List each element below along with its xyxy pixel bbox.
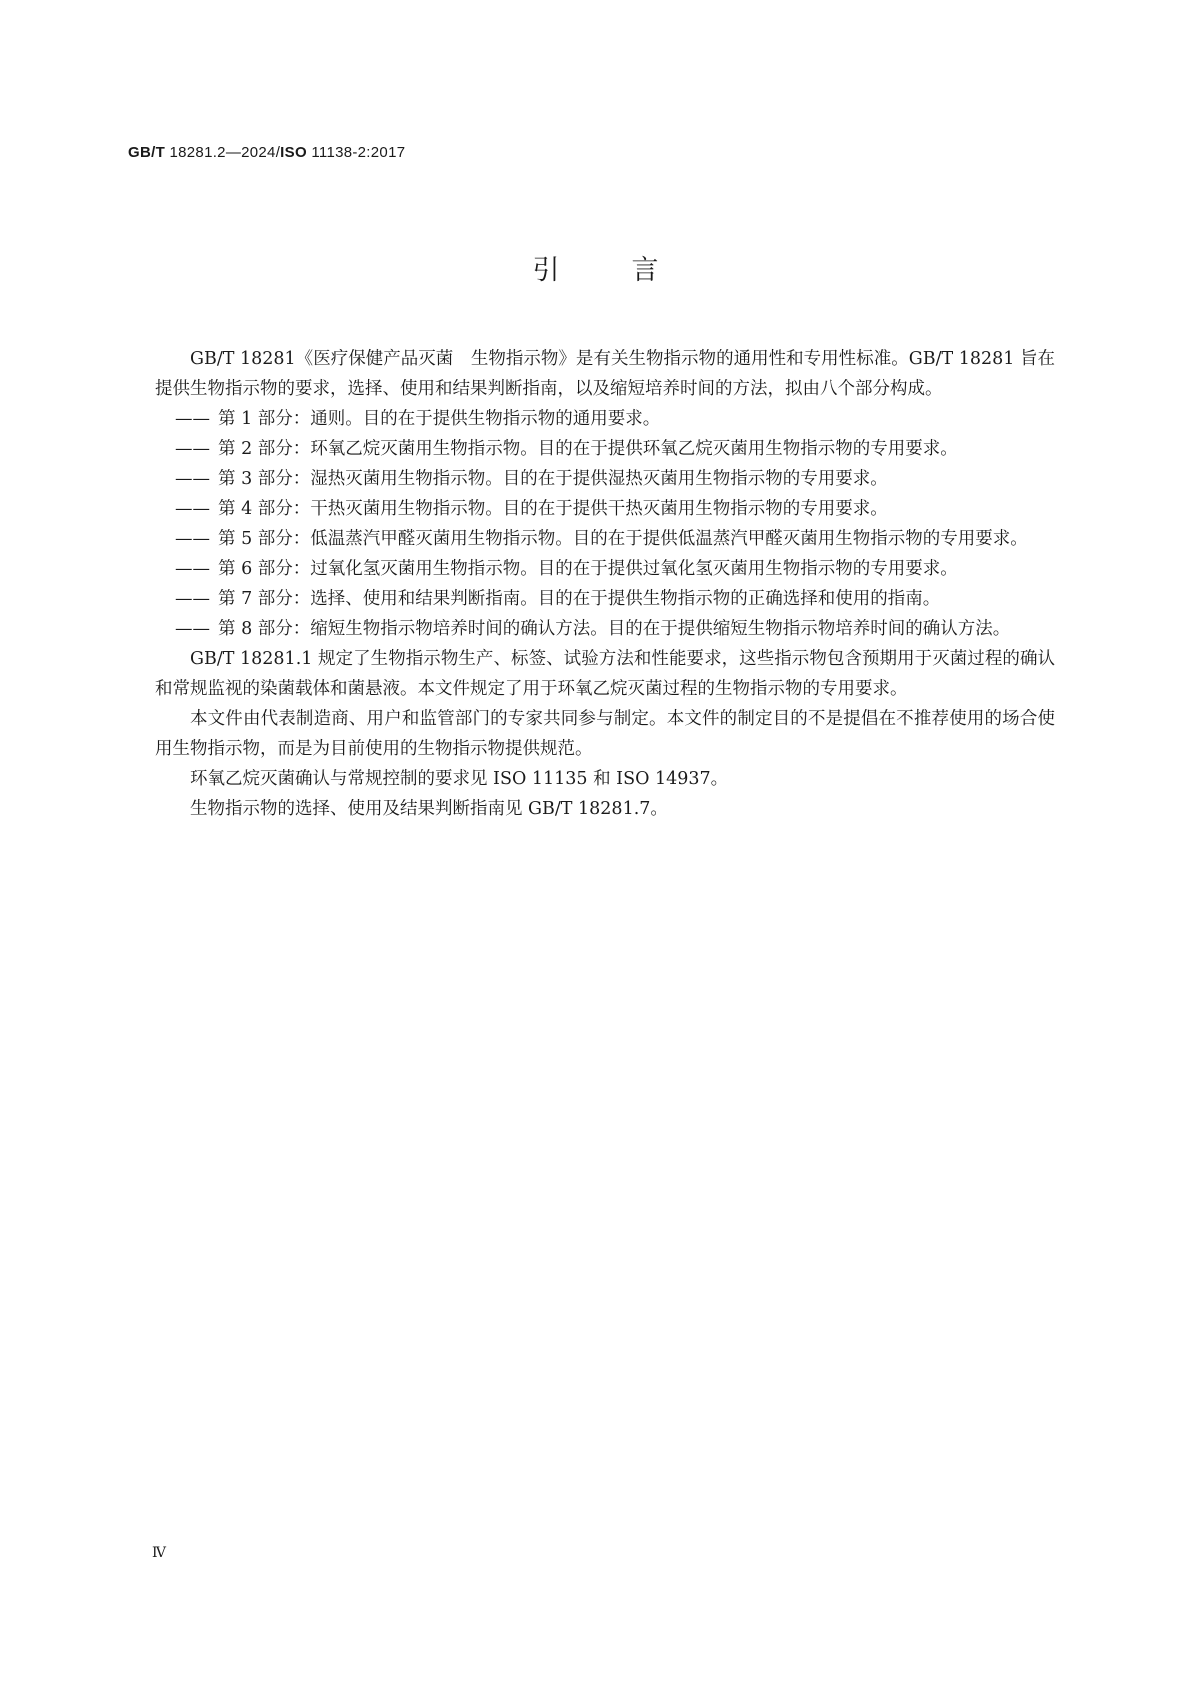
list-item-text: 第 3 部分：湿热灭菌用生物指示物。目的在于提供湿热灭菌用生物指示物的专用要求。 [218,469,888,489]
body-paragraph: GB/T 18281.1 规定了生物指示物生产、标签、试验方法和性能要求，这些指示物包含预期用于灭菌过程的确认和常规监视的染菌载体和菌悬液。本文件规定了用于环氧乙烷灭菌过程的生物指示物的专用要求。 [155,649,1055,699]
page-number: Ⅳ [152,1545,166,1561]
body-paragraph: 本文件由代表制造商、用户和监管部门的专家共同参与制定。本文件的制定目的不是提倡在不推荐使用的场合使用生物指示物，而是为目前使用的生物指示物提供规范。 [155,709,1055,759]
list-item-text: 第 4 部分：干热灭菌用生物指示物。目的在于提供干热灭菌用生物指示物的专用要求。 [218,499,888,519]
list-item-text: 第 8 部分：缩短生物指示物培养时间的确认方法。目的在于提供缩短生物指示物培养时间的确认方法。 [218,619,1011,639]
list-item [155,494,1055,524]
body-paragraph: 环氧乙烷灭菌确认与常规控制的要求见 ISO 11135 和 ISO 14937。 [190,769,729,789]
list-item [155,554,1055,584]
header-iso-prefix: ISO [280,144,307,161]
list-item [155,434,1055,464]
list-item-text: 第 5 部分：低温蒸汽甲醛灭菌用生物指示物。目的在于提供低温蒸汽甲醛灭菌用生物指示物的专用要求。 [218,529,1028,549]
list-item [155,614,1055,644]
list-dash: —— [175,619,210,639]
parts-list [155,404,1055,644]
list-dash: —— [175,469,210,489]
list-item-text: 第 7 部分：选择、使用和结果判断指南。目的在于提供生物指示物的正确选择和使用的指南。 [218,589,941,609]
header-std-prefix: GB/T [128,144,166,161]
list-item-text: 第 6 部分：过氧化氢灭菌用生物指示物。目的在于提供过氧化氢灭菌用生物指示物的专用要求。 [218,559,958,579]
body-paragraph: 生物指示物的选择、使用及结果判断指南见 GB/T 18281.7。 [190,799,668,819]
list-dash: —— [175,529,210,549]
list-dash: —— [175,439,210,459]
list-item [155,464,1055,494]
list-item [155,404,1055,434]
list-dash: —— [175,409,210,429]
document-header [128,144,405,161]
list-item-text: 第 1 部分：通则。目的在于提供生物指示物的通用要求。 [218,409,661,429]
header-iso-number: 11138-2:2017 [306,144,406,161]
intro-paragraph: GB/T 18281《医疗保健产品灭菌 生物指示物》是有关生物指示物的通用性和专用性标准。GB/T 18281 旨在提供生物指示物的要求，选择、使用和结果判断指南，以及缩短培养时间的方法，拟由八个部分构成。 [155,349,1055,399]
list-dash: —— [175,499,210,519]
list-item-text: 第 2 部分：环氧乙烷灭菌用生物指示物。目的在于提供环氧乙烷灭菌用生物指示物的专用要求。 [218,439,958,459]
list-item [155,584,1055,614]
list-dash: —— [175,589,210,609]
page-title: 引言 [532,255,731,286]
header-std-number: 18281.2—2024/ [165,144,281,161]
list-dash: —— [175,559,210,579]
document-body [155,344,1055,824]
list-item [155,524,1055,554]
